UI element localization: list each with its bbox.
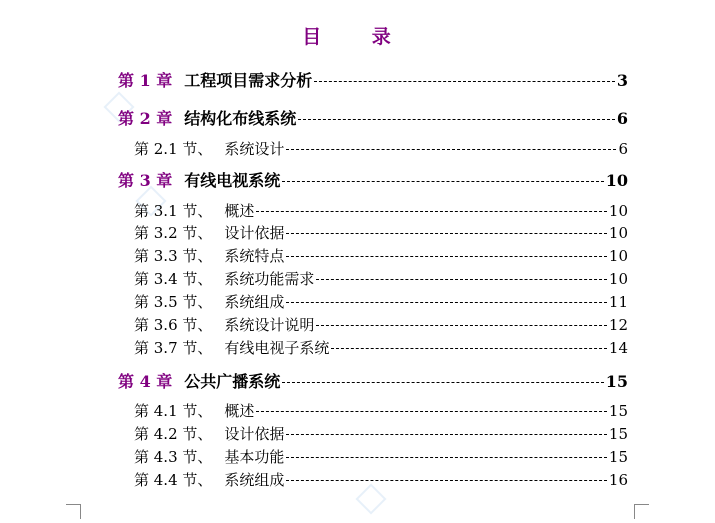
section-label: 第 3.4 节、 — [134, 270, 213, 288]
entry-title: 设计依据 — [224, 224, 285, 242]
entry-title: 系统特点 — [224, 247, 285, 265]
page-number: 6 — [616, 109, 628, 128]
page-number: 15 — [608, 425, 628, 443]
toc-entry-chapter-3[interactable] — [118, 168, 628, 191]
dot-leader — [286, 434, 606, 435]
chapter-label: 第 2 章 — [118, 109, 173, 128]
dot-leader — [314, 81, 615, 82]
page-number: 10 — [608, 202, 628, 220]
toc-entry-section-3-7[interactable] — [134, 337, 628, 358]
toc-entry-chapter-4[interactable] — [118, 369, 628, 392]
toc-entry-section-4-1[interactable] — [134, 400, 628, 421]
page-number: 3 — [616, 71, 628, 90]
page-number: 10 — [608, 270, 628, 288]
page-number: 10 — [608, 247, 628, 265]
page-number: 12 — [608, 316, 628, 334]
toc-entry-section-2-1[interactable] — [134, 138, 628, 159]
entry-title: 系统设计说明 — [224, 316, 315, 334]
toc-entry-chapter-1[interactable] — [118, 68, 628, 91]
entry-title: 结构化布线系统 — [184, 109, 297, 128]
dot-leader — [282, 382, 603, 383]
dot-leader — [286, 149, 616, 150]
entry-title: 系统设计 — [224, 140, 285, 158]
entry-title: 工程项目需求分析 — [184, 71, 313, 90]
entry-title: 设计依据 — [224, 425, 285, 443]
page-number: 10 — [608, 224, 628, 242]
chapter-label: 第 4 章 — [118, 372, 173, 391]
dot-leader — [286, 457, 606, 458]
entry-title: 有线电视子系统 — [224, 339, 330, 357]
entry-title: 系统组成 — [224, 471, 285, 489]
dot-leader — [316, 279, 606, 280]
dot-leader — [286, 233, 606, 234]
dot-leader — [286, 480, 606, 481]
toc-entry-section-3-5[interactable] — [134, 291, 628, 312]
section-label: 第 4.4 节、 — [134, 471, 213, 489]
entry-title: 概述 — [224, 402, 255, 420]
dot-leader — [331, 348, 606, 349]
toc-entry-section-3-6[interactable] — [134, 314, 628, 335]
section-label: 第 4.2 节、 — [134, 425, 213, 443]
entry-title: 公共广播系统 — [184, 372, 281, 391]
toc-entry-section-4-2[interactable] — [134, 423, 628, 444]
toc-entry-section-4-4[interactable] — [134, 469, 628, 490]
entry-title: 有线电视系统 — [184, 171, 281, 190]
toc-entry-section-3-2[interactable] — [134, 222, 628, 243]
dot-leader — [256, 411, 606, 412]
page-number: 15 — [608, 402, 628, 420]
chapter-label: 第 3 章 — [118, 171, 173, 190]
page-number: 14 — [608, 339, 628, 357]
page-corner-mark — [66, 504, 81, 519]
page-number: 6 — [618, 140, 628, 158]
toc-title: 目 录 — [302, 26, 413, 48]
page-corner-mark — [634, 504, 649, 519]
page-number: 15 — [608, 448, 628, 466]
page-number: 15 — [605, 372, 628, 391]
section-label: 第 4.1 节、 — [134, 402, 213, 420]
section-label: 第 3.6 节、 — [134, 316, 213, 334]
toc-entry-section-4-3[interactable] — [134, 446, 628, 467]
page-number: 16 — [608, 471, 628, 489]
entry-title: 系统功能需求 — [224, 270, 315, 288]
section-label: 第 3.7 节、 — [134, 339, 213, 357]
chapter-label: 第 1 章 — [118, 71, 173, 90]
section-label: 第 3.2 节、 — [134, 224, 213, 242]
entry-title: 系统组成 — [224, 293, 285, 311]
dot-leader — [298, 119, 615, 120]
section-label: 第 4.3 节、 — [134, 448, 213, 466]
dot-leader — [286, 256, 606, 257]
page-number: 10 — [605, 171, 628, 190]
dot-leader — [316, 325, 606, 326]
dot-leader — [282, 181, 603, 182]
section-label: 第 3.3 节、 — [134, 247, 213, 265]
entry-title: 概述 — [224, 202, 255, 220]
page-number: 11 — [608, 293, 628, 311]
section-label: 第 3.1 节、 — [134, 202, 213, 220]
dot-leader — [286, 302, 606, 303]
toc-entry-section-3-1[interactable] — [134, 200, 628, 221]
section-label: 第 3.5 节、 — [134, 293, 213, 311]
toc-entry-chapter-2[interactable] — [118, 106, 628, 129]
toc-entry-section-3-3[interactable] — [134, 245, 628, 266]
dot-leader — [256, 211, 606, 212]
section-label: 第 2.1 节、 — [134, 140, 213, 158]
entry-title: 基本功能 — [224, 448, 285, 466]
toc-entry-section-3-4[interactable] — [134, 268, 628, 289]
